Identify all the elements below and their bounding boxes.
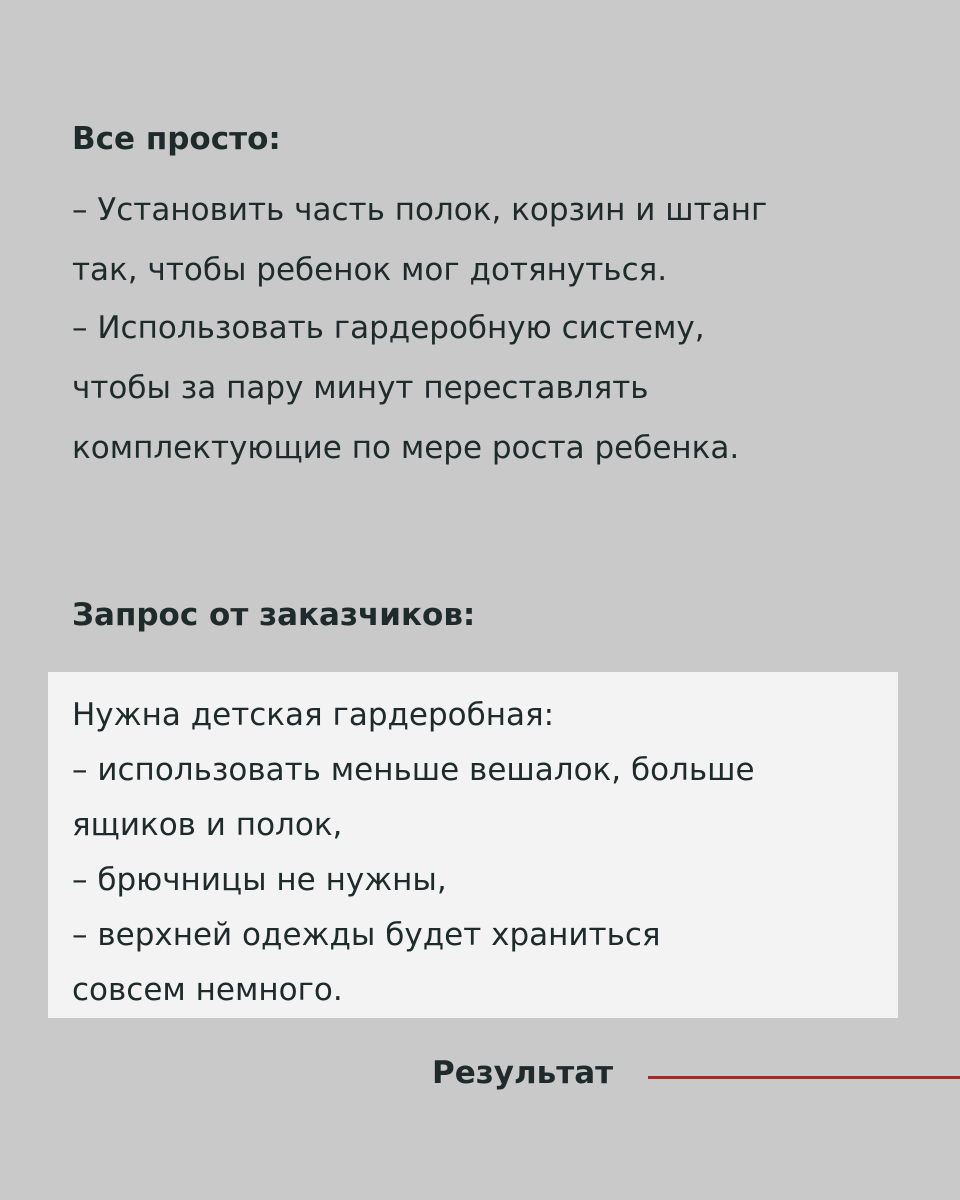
paragraph-line: комплектующие по мере роста ребенка. bbox=[72, 430, 740, 466]
request-box bbox=[48, 672, 898, 1018]
request-line: ящиков и полок, bbox=[72, 807, 343, 843]
request-line: Нужна детская гардеробная: bbox=[72, 697, 555, 733]
request-text bbox=[72, 688, 892, 1018]
request-line: – верхней одежды будет храниться bbox=[72, 917, 661, 953]
paragraph-line: так, чтобы ребенок мог дотянуться. bbox=[72, 252, 668, 288]
section-title-simple: Все просто: bbox=[72, 121, 281, 157]
result-accent-line bbox=[648, 1076, 960, 1079]
request-line: – брючницы не нужны, bbox=[72, 862, 447, 898]
paragraph-use-system bbox=[72, 298, 932, 478]
paragraph-install-shelves bbox=[72, 180, 932, 300]
request-line: – использовать меньше вешалок, больше bbox=[72, 752, 755, 788]
paragraph-line: – Использовать гардеробную систему, bbox=[72, 310, 705, 346]
paragraph-line: – Установить часть полок, корзин и штанг bbox=[72, 192, 768, 228]
section-title-request: Запрос от заказчиков: bbox=[72, 597, 476, 633]
request-line: совсем немного. bbox=[72, 972, 343, 1008]
result-link[interactable]: Результат bbox=[432, 1055, 614, 1091]
paragraph-line: чтобы за пару минут переставлять bbox=[72, 370, 649, 406]
